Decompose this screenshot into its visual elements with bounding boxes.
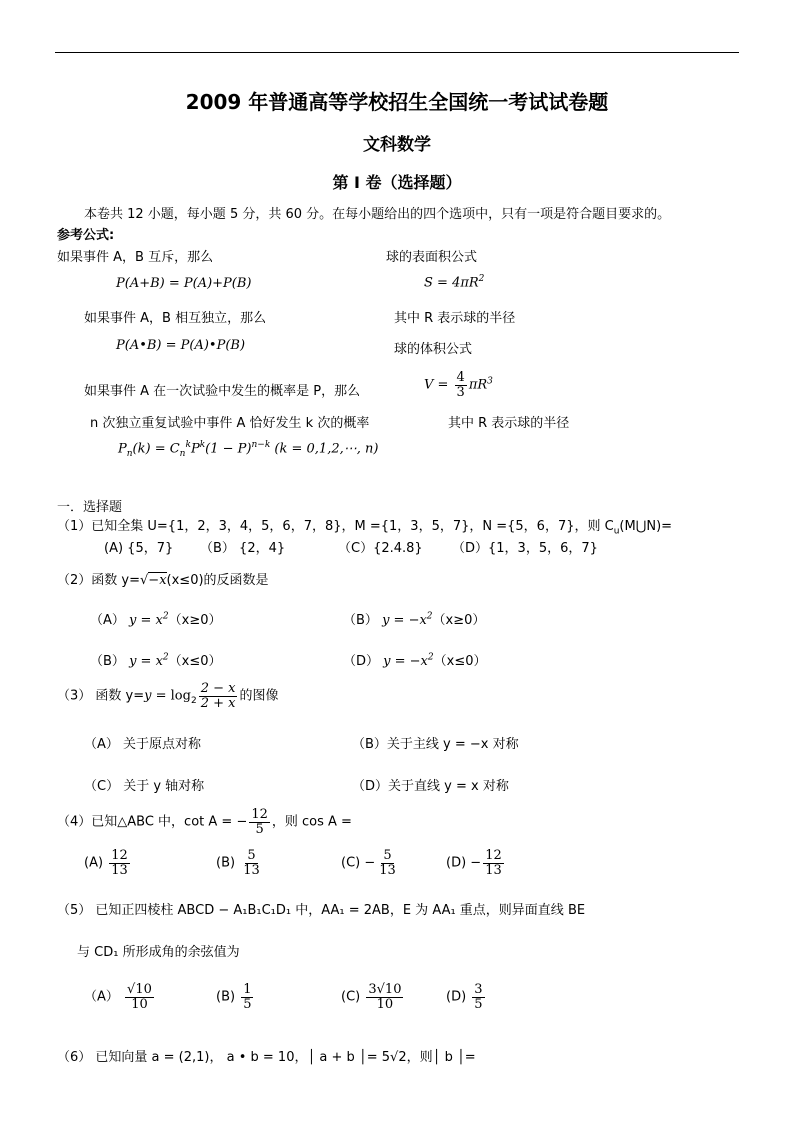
q1-option-d[interactable]: （D）{1，3，5，6，7} xyxy=(452,541,598,556)
exam-subtitle: 文科数学 xyxy=(363,135,431,155)
q2-c-label: （B） xyxy=(90,654,125,669)
question-5-stem-2: 与 CD₁ 所形成角的余弦值为 xyxy=(77,945,240,960)
q1-option-c[interactable]: （C）{2.4.8} xyxy=(338,541,423,556)
q4-c-label: (C) − xyxy=(341,855,376,871)
question-5-stem: （5） 已知正四棱柱 ABCD − A₁B₁C₁D₁ 中，AA₁ = 2AB，E 为 AA₁ 重点，则异面直线 BE xyxy=(57,903,586,918)
q3-option-c[interactable]: （C） 关于 y 轴对称 xyxy=(84,779,205,794)
formula-left-1-eq: P(A+B) = P(A)+P(B) xyxy=(116,276,252,291)
formula-left-4: n 次独立重复试验中事件 A 恰好发生 k 次的概率 xyxy=(90,416,370,431)
formula-left-2-eq: P(A•B) = P(A)•P(B) xyxy=(116,338,246,353)
formula-left-1: 如果事件 A，B 互斥，那么 xyxy=(57,250,214,265)
sphere-area-formula: S = 4πR xyxy=(424,275,479,291)
q5-option-c[interactable]: (C) $\frac{3√10}{10}$ xyxy=(341,982,402,1012)
q1-stem-end: (M⋃N)= xyxy=(619,519,673,534)
q5-d-label: (D) xyxy=(446,989,467,1005)
q4-option-a[interactable]: (A) $\frac{12}{13}$ xyxy=(84,848,128,878)
formula-right-2: 其中 R 表示球的半径 xyxy=(394,311,516,326)
q2-c-cond: （x≤0） xyxy=(168,654,222,669)
formula-left-2: 如果事件 A，B 相互独立，那么 xyxy=(84,311,267,326)
q3-option-d[interactable]: （D）关于直线 y = x 对称 xyxy=(352,779,509,794)
sphere-volume-formula: V = $\frac{4}{3}$ $\pi R^3$ xyxy=(424,370,493,400)
q5-b-label: (B) xyxy=(216,989,236,1005)
q5-option-b[interactable]: (B) $\frac{1}{5}$ xyxy=(216,982,252,1012)
formula-right-1: 球的表面积公式 xyxy=(386,250,478,265)
q2-b-cond: （x≥0） xyxy=(432,613,486,628)
q4-a-label: (A) xyxy=(84,855,104,871)
q2-stem-b: (x≤0)的反函数是 xyxy=(166,573,269,588)
formula-bernoulli-range: (k = 0,1,2,⋯, n) xyxy=(274,441,379,457)
q2-d-label: （D） xyxy=(343,654,380,669)
question-1-stem: （1）已知全集 U={1，2，3，4，5，6，7，8}，M ={1，3，5，7}，N ={5，6，7}，则 $C_u(M⋃N)=$ xyxy=(57,519,673,537)
q2-a-cond: （x≥0） xyxy=(168,613,222,628)
q1-stem-text: （1）已知全集 U={1，2，3，4，5，6，7，8}，M ={1，3，5，7}，N ={5，6，7}，则 C xyxy=(57,519,614,534)
q2-a-label: （A） xyxy=(90,613,125,628)
sqrt-expression: √−x xyxy=(140,573,167,588)
top-rule xyxy=(55,52,739,53)
q2-d-cond: （x≤0） xyxy=(433,654,487,669)
formula-left-3: 如果事件 A 在一次试验中发生的概率是 P，那么 xyxy=(84,384,361,399)
q3-option-b[interactable]: （B）关于主线 y = −x 对称 xyxy=(352,737,519,752)
q3-option-a[interactable]: （A） 关于原点对称 xyxy=(84,737,202,752)
q5-c-label: (C) xyxy=(341,989,361,1005)
part-heading: 一．选择题 xyxy=(57,500,123,515)
q2-option-d[interactable]: （D） $y = -x^2(x\le 0)$ xyxy=(343,652,487,669)
q2-stem-a: （2）函数 y= xyxy=(57,573,140,588)
q4-d-label: (D) − xyxy=(446,855,482,871)
q2-b-label: （B） xyxy=(343,613,378,628)
q5-option-d[interactable]: (D) $\frac{3}{5}$ xyxy=(446,982,483,1012)
q3-stem-b: 的图像 xyxy=(239,688,279,704)
q4-option-d[interactable]: (D) − $\frac{12}{13}$ xyxy=(446,848,502,878)
q1-option-a[interactable]: (A) {5，7} xyxy=(104,541,174,556)
question-4-stem: （4）已知△ABC 中，cot A = − $\frac{12}{5}$ ，则 cos A = xyxy=(57,807,352,837)
q2-option-b[interactable]: （B） $y = -x^2(x\ge 0)$ xyxy=(343,611,486,628)
formula-right-1-eq: $S = 4\pi R^2$ xyxy=(424,274,485,291)
q4-b-label: (B) xyxy=(216,855,236,871)
q2-option-c[interactable]: （B） $y = x^2(x\le 0)$ xyxy=(90,652,222,669)
section-heading: 第 I 卷（选择题） xyxy=(332,173,462,192)
q1-option-b[interactable]: （B） {2，4} xyxy=(200,541,286,556)
question-3-stem: （3） 函数 $y=y = \log_2$ $\frac{2 - x}{2 + x}$ 的图像 xyxy=(57,681,279,711)
formula-right-4: 其中 R 表示球的半径 xyxy=(448,416,570,431)
formula-right-3: 球的体积公式 xyxy=(394,342,473,357)
question-6-stem: （6） 已知向量 a = (2,1)， a • b = 10，│ a + b │= 5√2，则│ b │= xyxy=(57,1050,476,1065)
q4-stem-b: ，则 cos A = xyxy=(271,814,352,830)
q5-a-label: （A） xyxy=(84,989,119,1005)
q4-option-c[interactable]: (C) − $\frac{5}{13}$ xyxy=(341,848,396,878)
exam-title: 2009 年普通高等学校招生全国统一考试试卷题 xyxy=(185,90,609,114)
formula-heading: 参考公式: xyxy=(57,228,115,243)
question-2-stem xyxy=(57,569,269,588)
q2-option-a[interactable]: （A） $y = x^2(x\ge 0)$ xyxy=(90,611,222,628)
q4-option-b[interactable]: (B) $\frac{5}{13}$ xyxy=(216,848,260,878)
q3-stem-a: （3） 函数 y= xyxy=(57,688,145,704)
q5-option-a[interactable]: （A） $\frac{√10}{10}$ xyxy=(84,982,152,1012)
formula-bernoulli: $P_n(k) = C_n^kP^k(1 - P)^{n-k}$ (k = 0,1,2,⋯, n) xyxy=(118,440,379,459)
instructions: 本卷共 12 小题，每小题 5 分，共 60 分。在每小题给出的四个选项中，只有一项是符合题目要求的。 xyxy=(84,207,671,222)
q4-stem-a: （4）已知△ABC 中，cot A = − xyxy=(57,814,248,830)
